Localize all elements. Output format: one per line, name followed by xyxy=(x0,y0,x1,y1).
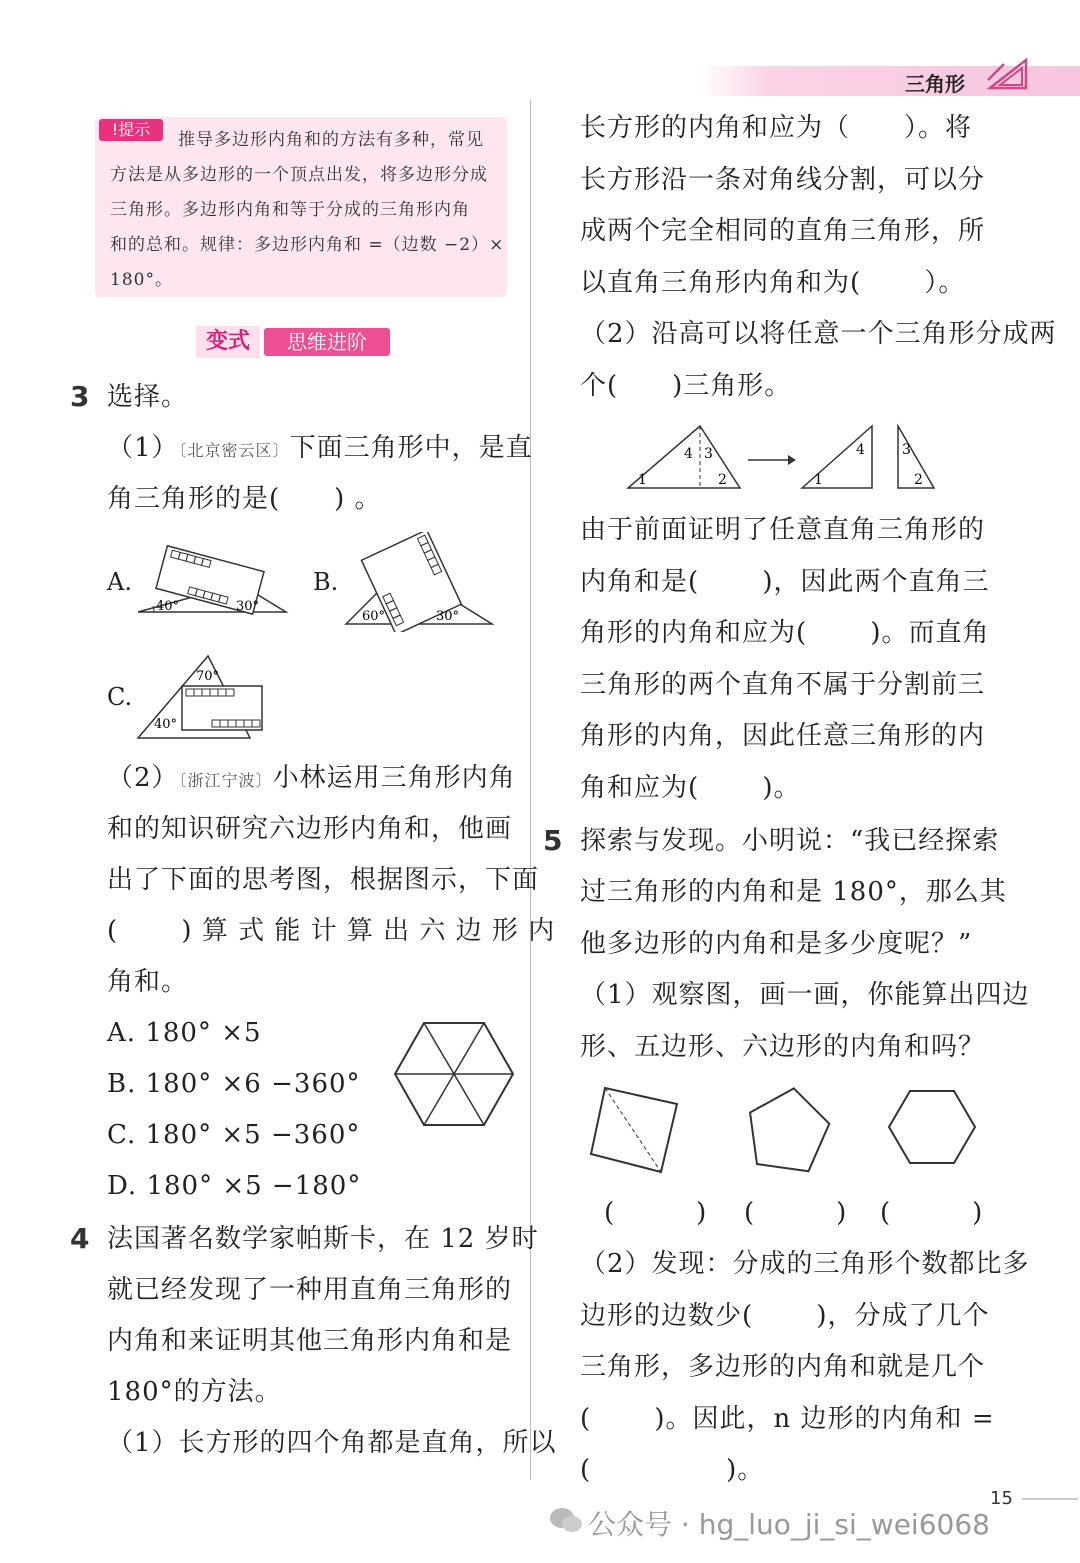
q5-line: 他多边形的内角和是多少度呢？” xyxy=(580,929,973,959)
q4-after-line: 由于前面证明了任意直角三角形的 xyxy=(580,515,986,545)
angle-label: 4 xyxy=(684,446,693,462)
variant-badge xyxy=(196,326,390,358)
q3-part2-line: 出了下面的思考图，根据图示，下面 xyxy=(107,865,540,895)
angle-label: 4 xyxy=(856,442,865,458)
figure-option-c xyxy=(132,650,272,745)
choice-c: C. 180° ×5 −360° xyxy=(107,1120,361,1150)
q5-line: 过三角形的内角和是 180°，那么其 xyxy=(580,877,1007,907)
q4-after-line: 角形的内角，因此任意三角形的内 xyxy=(580,721,986,751)
angle-label: 30° xyxy=(436,609,460,624)
q3-part1-line2: 角三角形的是( ) 。 xyxy=(107,484,382,514)
column-divider xyxy=(530,100,531,1480)
q4-right-line: （2）沿高可以将任意一个三角形分成两 xyxy=(580,319,1057,349)
answer-blank-penta: ( ) xyxy=(744,1198,848,1228)
tip-line: 180°。 xyxy=(110,270,173,290)
chapter-title: 三角形 xyxy=(905,72,965,96)
variant-sub-label: 思维进阶 xyxy=(264,328,390,356)
q3-part2-line xyxy=(107,763,516,796)
question-title: 选择。 xyxy=(107,382,189,412)
q3-part1-region: 〔北京密云区〕 xyxy=(178,441,290,460)
angle-label: 40° xyxy=(154,717,178,732)
page-rule xyxy=(1022,1496,1078,1502)
q3-part2-region: 〔浙江宁波〕 xyxy=(178,771,273,790)
question-number: 5 xyxy=(543,824,563,857)
q4-after-line: 角形的内角和应为( )。而直角 xyxy=(580,618,990,648)
tip-line: 和的总和。规律：多边形内角和 =（边数 −2）× xyxy=(110,235,505,255)
q5-line2: （2）发现：分成的三角形个数都比多 xyxy=(580,1249,1030,1279)
tip-line: 三角形。多边形内角和等于分成的三角形内角 xyxy=(110,200,470,220)
answer-blank-hexa: ( ) xyxy=(880,1198,984,1228)
answer-blank-quad: ( ) xyxy=(604,1198,708,1228)
q4-line: 180°的方法。 xyxy=(107,1377,282,1407)
page-number: 15 xyxy=(990,1488,1013,1509)
figure-option-a xyxy=(132,540,302,620)
q5-line: 探索与发现。小明说：“我已经探索 xyxy=(580,826,1000,856)
watermark: 公众号 · hg_luo_ji_si_wei6068 xyxy=(588,1508,990,1541)
angle-label: 3 xyxy=(902,442,911,458)
q5-line: 形、五边形、六边形的内角和吗？ xyxy=(580,1032,986,1062)
option-a-label: A. xyxy=(107,568,132,596)
choice-d: D. 180° ×5 −180° xyxy=(107,1171,362,1201)
angle-label: 40° xyxy=(156,599,180,614)
option-b-label: B. xyxy=(313,568,339,596)
figure-option-b xyxy=(340,532,500,632)
angle-label: 2 xyxy=(718,472,727,488)
angle-label: 3 xyxy=(704,446,713,462)
choice-b: B. 180° ×6 −360° xyxy=(107,1069,361,1099)
angle-label: 70° xyxy=(196,669,220,684)
q5-line: （1）观察图，画一画，你能算出四边 xyxy=(580,980,1030,1010)
triangle-split-figure xyxy=(620,420,950,500)
q4-after-line: 角和应为( )。 xyxy=(580,773,801,803)
q3-part1-prefix: （1） xyxy=(107,433,179,463)
variant-label: 变式 xyxy=(196,326,260,358)
question-number: 4 xyxy=(70,1222,90,1255)
option-c-label: C. xyxy=(107,683,133,711)
q4-line: （1）长方形的四个角都是直角，所以 xyxy=(107,1428,557,1458)
q5-line2: 边形的边数少( )，分成了几个 xyxy=(580,1301,990,1331)
choice-a: A. 180° ×5 xyxy=(107,1018,262,1048)
angle-label: 2 xyxy=(914,472,923,488)
q3-part2-line: ( ) 算 式 能 计 算 出 六 边 形 内 xyxy=(107,916,556,946)
angle-label: 1 xyxy=(814,472,823,488)
q4-line: 法国著名数学家帕斯卡，在 12 岁时 xyxy=(107,1224,539,1254)
q3-part2-text: 小林运用三角形内角 xyxy=(272,763,516,793)
ruler-triangle-icon xyxy=(986,58,1030,92)
q4-line: 就已经发现了一种用直角三角形的 xyxy=(107,1275,513,1305)
q4-right-line: 个( )三角形。 xyxy=(580,371,792,401)
q3-part2-line: 角和。 xyxy=(107,967,189,997)
q5-line2: 三角形，多边形的内角和就是几个 xyxy=(580,1352,986,1382)
q4-right-line: 以直角三角形内角和为( ）。 xyxy=(580,268,966,298)
q4-right-line: 长方形沿一条对角线分割，可以分 xyxy=(580,165,986,195)
tip-line: 方法是从多边形的一个顶点出发，将多边形分成 xyxy=(110,165,488,185)
q4-line: 内角和来证明其他三角形内角和是 xyxy=(107,1326,513,1356)
q4-after-line: 三角形的两个直角不属于分割前三 xyxy=(580,670,986,700)
q3-part1-text: 下面三角形中，是直 xyxy=(289,433,533,463)
q5-line2: ( )。因此，n 边形的内角和 = xyxy=(580,1404,995,1434)
q4-right-line: 长方形的内角和应为（ ）。将 xyxy=(580,113,973,143)
q4-right-line: 成两个完全相同的直角三角形，所 xyxy=(580,216,986,246)
tip-tag: !提示 xyxy=(99,119,163,141)
q3-part2-line: 和的知识研究六边形内角和，他画 xyxy=(107,814,513,844)
pentagon-figure xyxy=(742,1084,834,1176)
q4-after-line: 内角和是( )，因此两个直角三 xyxy=(580,567,990,597)
question-number: 3 xyxy=(70,380,90,413)
angle-label: 1 xyxy=(638,472,647,488)
angle-label: 30° xyxy=(236,599,260,614)
quadrilateral-figure xyxy=(585,1082,685,1177)
wechat-icon xyxy=(548,1505,584,1535)
angle-label: 60° xyxy=(362,609,386,624)
hexagon-figure xyxy=(392,1020,516,1128)
q5-line2: ( )。 xyxy=(580,1455,765,1485)
hexagon-figure-q5 xyxy=(886,1088,978,1166)
tip-line: 推导多边形内角和的方法有多种，常见 xyxy=(178,130,484,150)
q3-part1-line xyxy=(107,433,533,466)
q3-part2-prefix: （2） xyxy=(107,763,179,793)
